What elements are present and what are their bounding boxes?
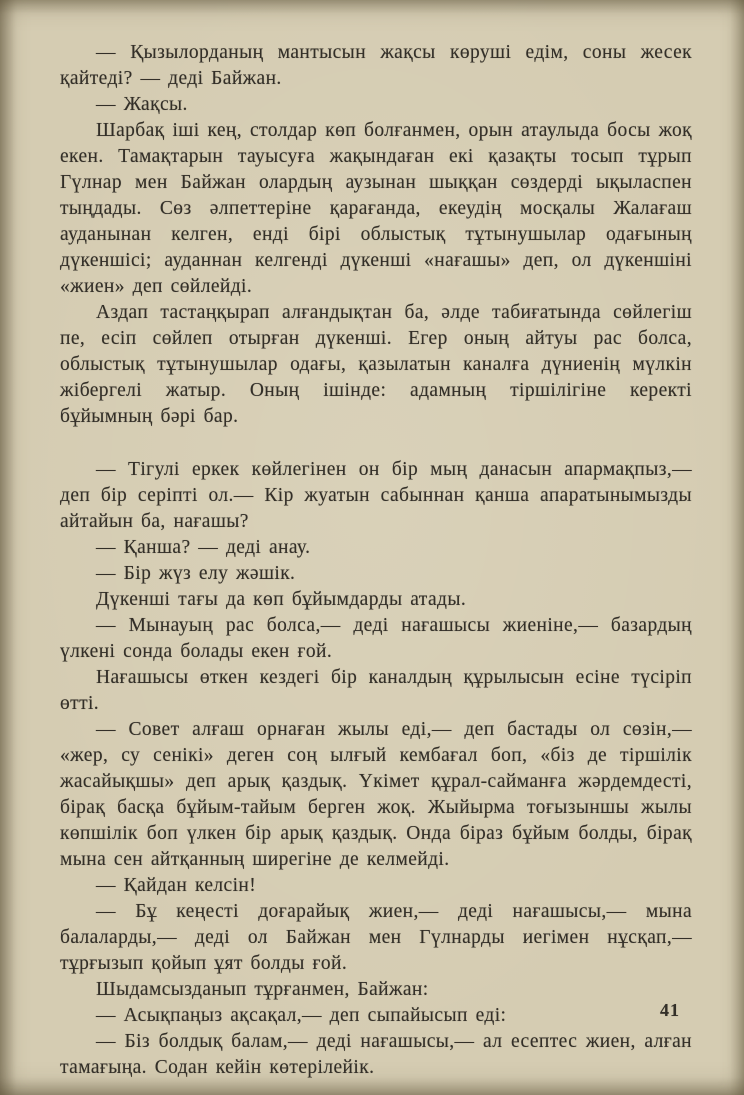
paragraph: Дүкенші тағы да көп бұйымдарды атады. [96,589,467,610]
paragraph: Нағашысы өткен кездегі бір каналдың құрылысын есіне түсіріп өтті. [60,667,692,714]
paragraph: — Совет алғаш орнаған жылы еді,— деп бастады ол сөзін,— «жер, су сенікі» деген соң ылғый кембағал боп, «біз де тіршілік жасайықшы» деп арық қаздық. Үкімет құрал-сайманға жәрдемдесті, бірақ басқа бұйым-тайым берген жоқ. Жыйырма тоғызыншы жылы көпшілік боп үлкен бір арық қаздық. Онда біраз бұйым болды, бірақ мына сен айтқанның ширегіне де келмейді. [60,719,692,870]
paragraph: — Бұ кеңесті доғарайық жиен,— деді нағашысы,— мына балаларды,— деді ол Байжан мен Гүлнарды иегімен нұсқап,— тұрғызып қойып ұят болды ғой. [60,901,692,974]
page-number: 41 [660,1000,680,1020]
paragraph: — Мынауың рас болса,— деді нағашысы жиеніне,— базардың үлкені сонда болады екен ғой. [60,615,692,662]
paragraph: — Қайдан келсін! [96,875,257,896]
paragraph: — Бір жүз елу жәшік. [96,563,296,584]
paragraph: — Жақсы. [96,94,188,115]
paragraph: — Тігулі еркек көйлегінен он бір мың данасын апармақпыз,— деп бір серіпті ол.— Кір жуатын сабыннан қанша апаратынымызды айтайын ба, нағашы? [60,459,692,532]
paragraph: — Асықпаңыз ақсақал,— деп сыпайысып еді: [96,1005,507,1026]
paragraph: Шарбақ іші кең, столдар көп болғанмен, орын атаулыда босы жоқ екен. Тамақтарын тауысуға жақындаған екі қазақты тосып тұрып Гүлнар мен Байжан олардың аузынан шыққан сөздерді ықыласпен тыңдады. Сөз әлпеттеріне қарағанда, екеудің мосқалы Жалағаш ауданынан келген, енді бірі облыстық тұтынушылар одағының дүкеншісі; ауданнан келгенді дүкенші «нағашы» деп, ол дүкеншіні «жиен» деп сөйлейді. [60,120,692,297]
paragraph: — Біз болдық балам,— деді нағашысы,— ал есептес жиен, алған тамағыңа. Содан кейін көтерілейік. [60,1031,692,1078]
paragraph: — Қанша? — деді анау. [96,537,311,558]
paragraph: Шыдамсызданып тұрғанмен, Байжан: [96,979,429,1000]
paragraph: — Қызылорданың мантысын жақсы көруші едім, соны жесек қайтеді? — деді Байжан. [60,42,692,89]
text-block [60,40,692,1081]
paragraph: Аздап тастаңқырап алғандықтан ба, әлде табиғатында сөйлегіш пе, есіп сөйлеп отырған дүкенші. Егер оның айтуы рас болса, облыстық тұтынушылар одағы, қазылатын каналға дүниенің мүлкін жібергелі жатыр. Оның ішінде: адамның тіршілігіне керекті бұйымның бәрі бар. [60,302,692,427]
